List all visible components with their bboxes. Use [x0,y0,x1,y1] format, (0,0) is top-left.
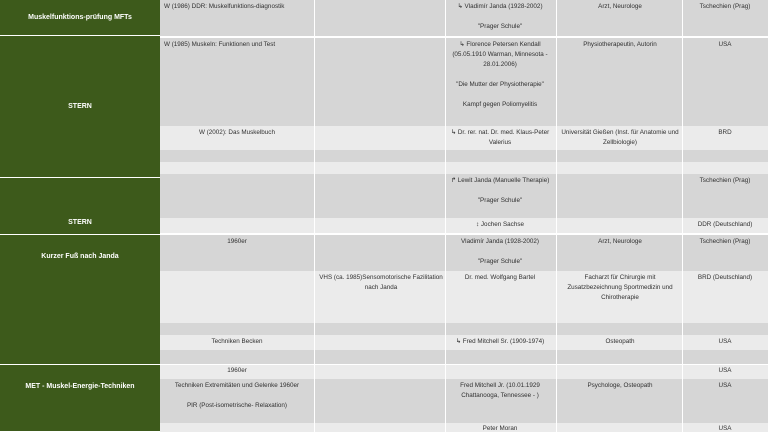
country-cell: Tschechien (Prag) [699,3,751,10]
section-label-muskelfunktion: Muskelfunktions-prüfung MFTs [0,0,160,36]
country-cell: Tschechien (Prag) [699,238,751,245]
person-cell: Fred Mitchell Jr. (10.01.1929 Chattanooga, Tennessee - ) [460,382,540,399]
person-cell: Peter Moran [482,425,518,432]
work-cell: 1960er [227,367,247,374]
section-label-stern: STERN [0,178,160,235]
country-cell: BRD [718,129,732,136]
section-label-met: MET - Muskel-Energie-Techniken [0,365,160,432]
person-cell: ↳ Florence Petersen Kendall (05.05.1910 Warman, Minnesota - 28.01.2006) "Die Mutter der Physiotherapie" Kampf gegen Poliomyelitis [452,41,548,108]
role-cell: Physiotherapeutin, Autorin [583,41,657,48]
person-cell: ↳ Fred Mitchell Sr. (1909-1974) [455,338,545,345]
column-divider [314,0,315,432]
media-cell: VHS (ca. 1985)Sensomotorische Fazilitation nach Janda [319,274,443,291]
work-cell: 1960er [227,238,247,245]
person-cell: ↳ Dr. rer. nat. Dr. med. Klaus-Peter Valerius [450,129,550,146]
role-cell: Psychologe, Osteopath [587,382,653,389]
person-cell: ↕ Jochen Sachse [476,221,524,228]
section-label-kurzer-fuss: Kurzer Fuß nach Janda [0,235,160,365]
table-row [160,323,768,335]
country-cell: USA [718,41,732,48]
section-label-stern: STERN [0,36,160,178]
country-cell: Tschechien (Prag) [699,177,751,184]
work-cell: W (2002): Das Muskelbuch [199,129,275,136]
person-cell: Vladimír Janda (1928-2002) "Prager Schule" [460,238,540,265]
work-cell: W (1986) DDR: Muskelfunktions-diagnostik [164,3,285,10]
row-separator [160,36,768,38]
table-row [160,162,768,174]
column-divider [682,0,683,432]
role-cell: Universität Gießen (Inst. für Anatomie und Zellbiologie) [561,129,679,146]
country-cell: USA [718,382,732,389]
work-cell: Techniken Extremitäten und Gelenke 1960er PIR (Post-isometrische- Relaxation) [174,382,300,409]
country-cell: USA [718,367,732,374]
role-cell: Facharzt für Chirurgie mit Zusatzbezeichnung Sportmedizin und Chirotherapie [567,274,673,301]
column-divider [445,0,446,432]
role-cell: Arzt, Neurologe [598,238,642,245]
person-cell: Dr. med. Wolfgang Bartel [464,274,536,281]
country-cell: USA [718,425,732,432]
person-cell: ↱ Lewit Janda (Manuelle Therapie) "Prager Schule" [450,177,550,204]
table-row [160,350,768,364]
column-divider [556,0,557,432]
table-row [160,150,768,162]
work-cell: Techniken Becken [211,338,263,345]
person-cell: ↳ Vladimír Janda (1928-2002) "Prager Schule" [457,3,543,30]
row-separator [160,233,768,235]
role-cell: Osteopath [605,338,635,345]
country-cell: USA [718,338,732,345]
country-cell: DDR (Deutschland) [697,221,753,228]
country-cell: BRD (Deutschland) [697,274,753,281]
work-cell: W (1985) Muskeln: Funktionen und Test [164,41,276,48]
role-cell: Arzt, Neurologe [598,3,642,10]
